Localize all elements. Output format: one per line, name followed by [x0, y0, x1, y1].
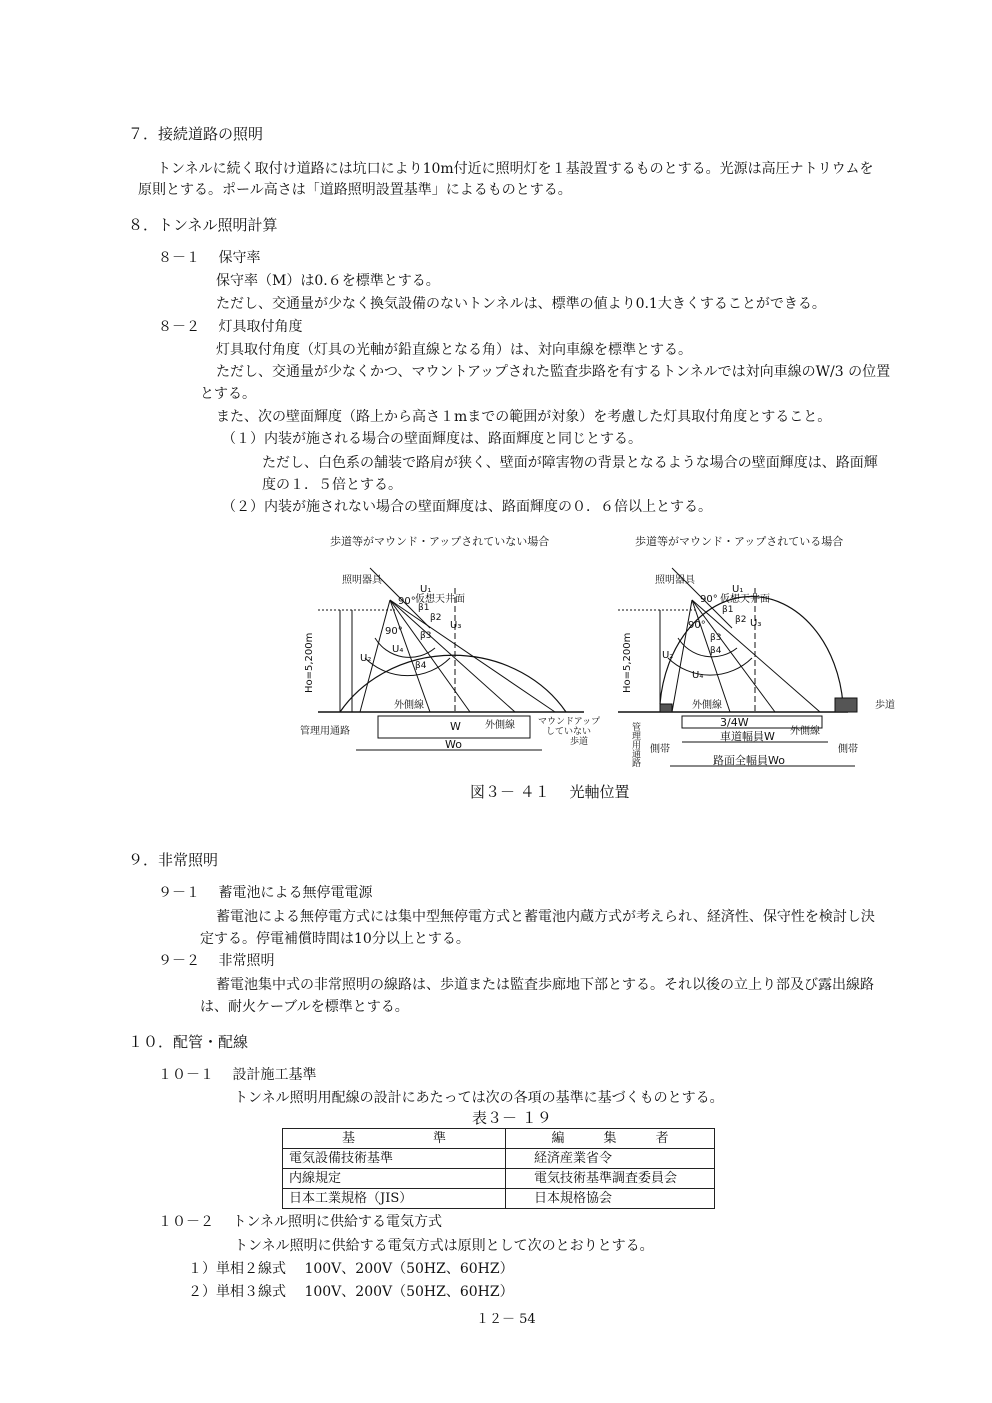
- right-34w-label: 3/4W: [720, 716, 749, 729]
- right-wall-label: 外側線: [692, 700, 722, 711]
- section-9-1-title: ９－１ 蓄電池による無停電電源: [158, 885, 373, 901]
- section-8-heading: ８．トンネル照明計算: [128, 216, 278, 234]
- right-ceiling-label: 仮想天井面: [720, 594, 770, 605]
- section-8-2-line3: とする。: [200, 386, 256, 402]
- left-ray-2: [390, 600, 430, 712]
- figure-optical-axis: [300, 528, 925, 778]
- right-outer-label: 外側線: [790, 726, 820, 737]
- left-diagram-title: 歩道等がマウンド・アップされていない場合: [330, 535, 550, 548]
- left-u2-label: U₂: [360, 653, 372, 664]
- right-diagram-title: 歩道等がマウンド・アップされている場合: [635, 535, 844, 548]
- page-number: １２－ 54: [476, 1312, 536, 1327]
- right-90deg-bottom: 90°: [688, 620, 706, 631]
- left-mound-label2: していない: [546, 727, 592, 737]
- left-ray-5: [390, 600, 555, 712]
- left-ray-4: [390, 600, 515, 712]
- section-10-2-line1: トンネル照明に供給する電気方式は原則として次のとおりとする。: [234, 1238, 654, 1254]
- figure-caption: 図３－ ４１ 光軸位置: [470, 783, 630, 801]
- right-arc-1: [678, 638, 737, 657]
- left-u4-label: U₄: [392, 644, 404, 655]
- table-header-standard: 基 準: [283, 1129, 506, 1149]
- right-u2-label: U₂: [662, 650, 674, 661]
- section-9-2-line2: は、耐火ケーブルを標準とする。: [200, 999, 409, 1015]
- left-outer-label: 外側線: [485, 720, 515, 731]
- left-mound-label1: マウンドアップ: [538, 717, 601, 727]
- table-cell: 電気設備技術基準: [283, 1149, 506, 1169]
- table-cell: 日本工業規格（JIS）: [283, 1189, 506, 1209]
- right-u1-label: U₁: [732, 584, 744, 595]
- section-8-2-line1: 灯具取付角度（灯具の光軸が鉛直線となる角）は、対向車線を標準とする。: [216, 342, 692, 358]
- right-sideband-right: 側帯: [838, 744, 858, 755]
- left-u1-label: U₁: [420, 584, 432, 595]
- table-cell: 内線規定: [283, 1169, 506, 1189]
- left-beta3-label: β3: [420, 631, 432, 641]
- left-ceiling-label: 仮想天井面: [415, 594, 465, 605]
- section-8-1-line1: 保守率（M）は0.６を標準とする。: [216, 273, 440, 289]
- right-sideband-left: 側帯: [650, 744, 670, 755]
- right-maint-label: 管理用通路: [630, 722, 640, 767]
- left-lamp-label: 照明器具: [342, 575, 382, 586]
- left-mound-label3: 歩道: [570, 737, 589, 747]
- section-9-1-line1: 蓄電池による無停電方式には集中型無停電方式と蓄電池内蔵方式が考えられ、経済性、保守性を検討し決: [216, 909, 875, 925]
- section-8-2-item2: （２）内装が施されない場合の壁面輝度は、路面輝度の０．６倍以上とする。: [222, 499, 712, 515]
- right-lane-width-label: 車道幅員W: [720, 730, 775, 743]
- left-w-label: W: [450, 720, 461, 733]
- left-maint-label: 管理用通路: [300, 726, 350, 737]
- left-beta2-label: β2: [430, 613, 442, 623]
- section-8-2-line2: ただし、交通量が少なくかつ、マウントアップされた監査歩路を有するトンネルでは対向車線のW/3 の位置: [216, 364, 891, 380]
- section-10-2-title: １０－２ トンネル照明に供給する電気方式: [158, 1214, 443, 1230]
- left-90deg-bottom: 90°: [385, 626, 403, 637]
- right-u3-label: U₃: [750, 618, 762, 629]
- table-cell: 経済産業省令: [506, 1149, 715, 1169]
- table-header-row: [283, 1129, 715, 1149]
- right-u4-label: U₄: [692, 670, 704, 681]
- left-beta1-label: β1: [418, 603, 430, 613]
- table-row: [283, 1189, 715, 1209]
- section-9-1-line2: 定する。停電補償時間は10分以上とする。: [200, 931, 470, 947]
- section-10-2-item1: １）単相２線式 100V、200V（50HZ、60HZ）: [188, 1261, 514, 1277]
- table-cell: 電気技術基準調査委員会: [506, 1169, 715, 1189]
- section-9-2-line1: 蓄電池集中式の非常照明の線路は、歩道または監査歩廊地下部とする。それ以後の立上り部及び露出線路: [216, 977, 874, 993]
- section-7-paragraph-line1: トンネルに続く取付け道路には坑口により10m付近に照明灯を１基設置するものとする。光源は高圧ナトリウムを: [157, 161, 874, 177]
- left-wo-label: Wo: [445, 738, 462, 751]
- section-8-1-line2: ただし、交通量が少なく換気設備のないトンネルは、標準の値より0.1大きくすることができる。: [216, 296, 826, 312]
- right-beta1-label: β1: [722, 605, 734, 615]
- section-8-2-line4: また、次の壁面輝度（路上から高さ１mまでの範囲が対象）を考慮した灯具取付角度とすること。: [216, 409, 832, 425]
- section-9-2-title: ９－２ 非常照明: [158, 953, 275, 969]
- left-beta4-label: β4: [415, 661, 427, 671]
- section-8-1-title: ８－１ 保守率: [158, 250, 261, 266]
- section-7-paragraph-line2: 原則とする。ポール高さは「道路照明設置基準」によるものとする。: [138, 182, 572, 198]
- right-beta2-label: β2: [735, 615, 747, 625]
- left-90deg-top: 90°: [398, 596, 416, 607]
- left-u3-label: U₃: [450, 620, 462, 631]
- right-tunnel-arch: [660, 596, 843, 704]
- table-row: [283, 1149, 715, 1169]
- right-sidewalk-label: 歩道: [875, 700, 895, 711]
- table-row: [283, 1169, 715, 1189]
- right-beta3-label: β3: [710, 633, 722, 643]
- right-total-width-label: 路面全幅員Wo: [713, 754, 785, 767]
- table-cell: 日本規格協会: [506, 1189, 715, 1209]
- right-beta4-label: β4: [710, 646, 722, 656]
- section-8-2-item1-note2: 度の１．５倍とする。: [262, 477, 402, 493]
- section-10-1-title: １０－１ 設計施工基準: [158, 1067, 317, 1083]
- right-height-label: Ho=5,200m: [622, 632, 633, 693]
- table-header-editor: 編 集 者: [506, 1129, 715, 1149]
- right-curb-right: [835, 698, 857, 712]
- standards-table: [282, 1128, 715, 1209]
- section-10-2-item2: ２）単相３線式 100V、200V（50HZ、60HZ）: [188, 1284, 514, 1300]
- right-90deg-top: 90°: [700, 594, 718, 605]
- left-tunnel-arch: [340, 655, 566, 712]
- right-ray-1: [672, 600, 692, 712]
- section-8-2-title: ８－２ 灯具取付角度: [158, 319, 303, 335]
- section-8-2-item1-note1: ただし、白色系の舗装で路肩が狭く、壁面が障害物の背景となるような場合の壁面輝度は、路面輝: [262, 455, 878, 471]
- section-7-heading: ７．接続道路の照明: [128, 125, 264, 143]
- left-height-label: Ho=5,200m: [304, 632, 315, 693]
- table-caption: 表３－ １９: [472, 1109, 552, 1127]
- section-10-1-line1: トンネル照明用配線の設計にあたっては次の各項の基準に基づくものとする。: [234, 1090, 724, 1106]
- left-wall-label: 外側線: [394, 700, 424, 711]
- right-lamp-label: 照明器具: [655, 575, 695, 586]
- section-10-heading: １０．配管・配線: [128, 1033, 249, 1051]
- right-curb-left: [660, 704, 672, 712]
- optical-axis-diagram: [300, 528, 925, 778]
- section-9-heading: ９．非常照明: [128, 851, 219, 869]
- section-8-2-item1: （１）内装が施される場合の壁面輝度は、路面輝度と同じとする。: [222, 431, 642, 447]
